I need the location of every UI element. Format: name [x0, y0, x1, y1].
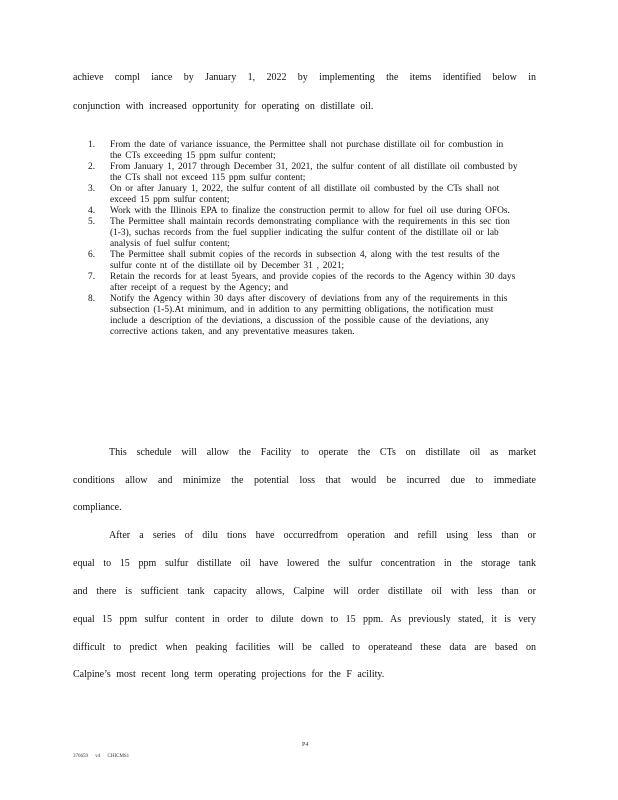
list-item-text: Retain the records for at least 5years, and provide copies of the records to the Agency within 30 days after receipt of a request by the Agency; and — [110, 272, 516, 293]
list-item — [88, 272, 518, 294]
list-item — [88, 184, 518, 206]
list-item-number: 7. — [88, 272, 96, 282]
dilution-line-6: Calpine’s most recent long term operating projections for the F acility. — [73, 669, 385, 680]
dilution-line-4: equal 15 ppm sulfur content in order to dilute down to 15 ppm. As previously stated, it is very — [73, 614, 536, 625]
dilution-line-1: After a series of dilu tions have occurredfrom operation and refill using less than or — [109, 530, 536, 541]
document-code: 376659 v4 CHICMS1 — [73, 754, 130, 759]
intro-line-1: achieve compl iance by January 1, 2022 by implementing the items identified below in — [73, 72, 536, 83]
list-item-number: 8. — [88, 294, 96, 304]
dilution-line-3: and there is sufficient tank capacity allows, Calpine will order distillate oil with less than or — [73, 586, 536, 597]
list-item-text: From January 1, 2017 through December 31, 2021, the sulfur content of all distillate oil combusted by the CTs shall not exceed 115 ppm sulfur content; — [110, 162, 518, 183]
list-item-text: On or after January 1, 2022, the sulfur content of all distillate oil combusted by the CTs shall not exceed 15 ppm sulfur content; — [110, 184, 500, 205]
list-item-text: From the date of variance issuance, the Permittee shall not purchase distillate oil for combustion in the CTs exceeding 15 ppm sulfur content; — [110, 140, 504, 161]
list-item — [88, 206, 518, 217]
list-item-text: Notify the Agency within 30 days after discovery of deviations from any of the requirements in this subsection (1-5).At minimum, and in addition to any permitting obligations, the notification must include a description of the deviations, a discussion of the possible cause of the deviations, any corrective actions taken, and any preventative measures taken. — [110, 294, 508, 337]
schedule-line-3: compliance. — [73, 502, 122, 513]
list-item — [88, 250, 518, 272]
list-item-number: 1. — [88, 140, 96, 150]
list-item-number: 4. — [88, 206, 96, 216]
schedule-line-2: conditions allow and minimize the potential loss that would be incurred due to immediate — [73, 475, 536, 486]
list-item-text: Work with the Illinois EPA to finalize the construction permit to allow for fuel oil use during OFOs. — [110, 206, 510, 216]
requirements-list — [88, 140, 518, 338]
list-item-number: 2. — [88, 162, 96, 172]
dilution-line-2: equal to 15 ppm sulfur distillate oil have lowered the sulfur concentration in the storage tank — [73, 558, 536, 569]
list-item-number: 5. — [88, 217, 96, 227]
intro-line-2: conjunction with increased opportunity for operating on distillate oil. — [73, 101, 374, 112]
list-item — [88, 294, 518, 338]
schedule-line-1: This schedule will allow the Facility to operate the CTs on distillate oil as market — [109, 447, 536, 458]
list-item — [88, 140, 518, 162]
list-item-number: 3. — [88, 184, 96, 194]
list-item-text: The Permittee shall maintain records demonstrating compliance with the requirements in this sec tion (1-3), suchas records from the fuel supplier indicating the sulfur content of the distillate oil or lab analysis of fuel sulfur content; — [110, 217, 510, 249]
dilution-line-5: difficult to predict when peaking facilities will be called to operateand these data are based on — [73, 642, 536, 653]
list-item-text: The Permittee shall submit copies of the records in subsection 4, along with the test results of the sulfur conte nt of the distillate oil by December 31 , 2021; — [110, 250, 500, 271]
list-item — [88, 217, 518, 250]
list-item — [88, 162, 518, 184]
page-number: P4 — [302, 742, 309, 748]
list-item-number: 6. — [88, 250, 96, 260]
